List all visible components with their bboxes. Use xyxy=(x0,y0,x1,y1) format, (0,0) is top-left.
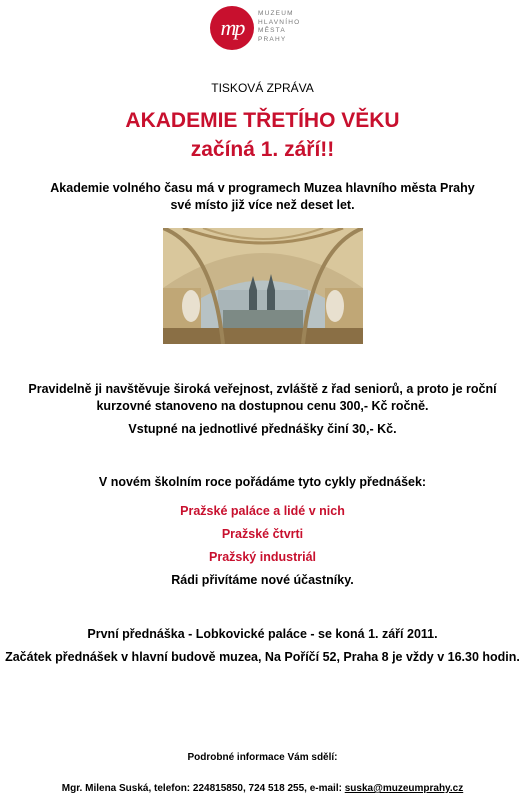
email-link[interactable]: suska@muzeumprahy.cz xyxy=(344,783,464,794)
first-lecture-text: První přednáška - Lobkovické paláce - se koná 1. září 2011. xyxy=(87,627,438,641)
lecture-cycle-item: Pražský industriál xyxy=(209,550,316,564)
headline-line-2: začíná 1. září!! xyxy=(190,138,335,161)
photo-illustration xyxy=(163,228,363,344)
logo-mark-text: mp xyxy=(220,15,244,40)
intro-line: své místo již více než deset let. xyxy=(170,198,355,212)
attendance-line: kurzovné stanoveno na dostupnou cenu 300,- Kč ročně. xyxy=(96,399,429,413)
press-release-label: TISKOVÁ ZPRÁVA xyxy=(211,81,314,95)
logo-mark xyxy=(210,6,254,50)
museum-logo xyxy=(210,6,330,50)
contact-details: Mgr. Milena Suská, telefon: 224815850, 724 518 255, e-mail: xyxy=(61,783,345,794)
headline-line-1: AKADEMIE TŘETÍHO VĚKU xyxy=(125,109,400,132)
logo-text xyxy=(258,10,328,44)
cycles-intro: V novém školním roce pořádáme tyto cykly přednášek: xyxy=(98,475,427,489)
welcome-text: Rádi přivítáme nové účastníky. xyxy=(171,573,354,587)
lecture-cycle-item: Pražské čtvrti xyxy=(221,527,304,541)
logo-line: PRAHY xyxy=(258,35,287,43)
admission-text: Vstupné na jednotlivé přednášky činí 30,- Kč. xyxy=(128,422,397,436)
intro-paragraph xyxy=(0,180,525,214)
intro-line: Akademie volného času má v programech Muzea hlavního města Prahy xyxy=(50,181,475,195)
logo-line: MĚSTA xyxy=(258,27,286,34)
attendance-paragraph xyxy=(0,381,525,415)
logo-line: MUZEUM xyxy=(258,10,294,17)
more-info-label: Podrobné informace Vám sdělí: xyxy=(187,752,338,763)
start-time-text: Začátek přednášek v hlavní budově muzea, Na Poříčí 52, Praha 8 je vždy v 16.30 hodin. xyxy=(5,650,520,664)
contact-line xyxy=(0,783,525,794)
attendance-line: Pravidelně ji navštěvuje široká veřejnost, zvláště z řad seniorů, a proto je roční xyxy=(28,382,497,396)
museum-ceiling-photo xyxy=(163,228,363,344)
lecture-cycle-item: Pražské paláce a lidé v nich xyxy=(180,504,345,518)
logo-line: HLAVNÍHO xyxy=(258,18,301,26)
